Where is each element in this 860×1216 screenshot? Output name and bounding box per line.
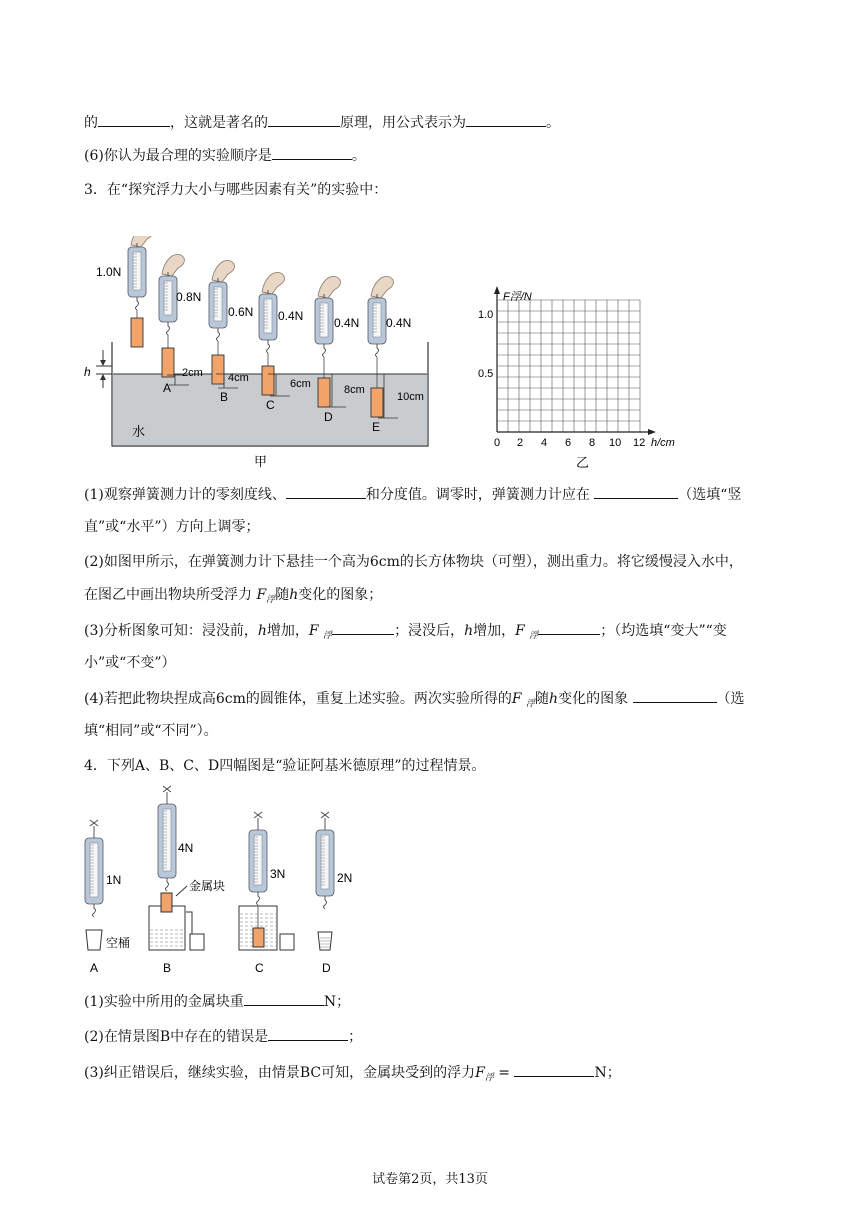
water-label: 水 xyxy=(132,424,146,439)
spring-scale xyxy=(316,826,352,909)
reading-label: 0.4N xyxy=(386,316,412,330)
figure-q4 xyxy=(78,784,378,984)
answer-blank[interactable] xyxy=(332,620,394,635)
answer-blank[interactable] xyxy=(98,112,170,127)
x-tick: 12 xyxy=(633,437,646,449)
text: 。 xyxy=(351,148,366,164)
q3-part4-line2: 填“相同”或“不同”）。 xyxy=(84,723,218,739)
text: 在图乙中画出物块所受浮力 xyxy=(84,587,252,603)
figure-jia xyxy=(80,236,440,468)
depth-label: 8cm xyxy=(344,384,365,396)
text: 随 xyxy=(275,587,290,603)
text: N； xyxy=(323,994,351,1010)
hand-icon xyxy=(262,272,284,294)
q4-part3 xyxy=(84,1062,621,1088)
position-label: A xyxy=(163,381,172,395)
scene-label: A xyxy=(90,961,99,975)
hook-icon xyxy=(323,344,326,357)
object-block xyxy=(212,355,224,384)
text: (3)分析图象可知：浸没前， xyxy=(84,623,258,639)
depth-label: 4cm xyxy=(228,372,249,384)
bucket-icon xyxy=(280,934,294,950)
text: （选 xyxy=(716,691,745,707)
text: 增加， xyxy=(266,623,309,639)
reading-label: 1N xyxy=(106,873,122,887)
text: (1)观察弹簧测力计的零刻度线、 xyxy=(84,487,286,503)
var: F xyxy=(475,1065,485,1081)
hand-icon xyxy=(321,812,329,826)
overflow-beaker xyxy=(149,906,185,950)
reading-label: 1.0N xyxy=(96,265,122,279)
spring-scale xyxy=(85,834,121,917)
scene-label: C xyxy=(255,961,264,975)
object-block xyxy=(371,388,383,417)
h-label: h xyxy=(84,365,91,379)
bucket-icon xyxy=(190,934,204,950)
q4-part2 xyxy=(84,1026,362,1047)
depth-label: 10cm xyxy=(397,391,424,403)
text: (6)你认为最合理的实验顺序是 xyxy=(84,148,272,164)
var: F xyxy=(511,691,522,707)
var: F xyxy=(308,623,319,639)
spring-scale xyxy=(259,272,303,353)
subscript: 浮 xyxy=(484,1073,494,1083)
reading-label: 0.4N xyxy=(334,316,360,330)
hand-icon xyxy=(90,820,98,834)
var: h xyxy=(549,691,559,707)
text: （选填“竖 xyxy=(678,487,742,503)
hook-icon xyxy=(217,328,220,341)
text: = xyxy=(493,1065,515,1081)
text: ；（均选填“变大”“变 xyxy=(600,623,727,639)
depth-label: 6cm xyxy=(290,378,311,390)
hook-icon xyxy=(93,904,96,917)
text: 原理，用公式表示为 xyxy=(340,115,466,131)
q3-part3-line1 xyxy=(84,620,727,646)
caption-yi: 乙 xyxy=(576,455,590,470)
var: h xyxy=(289,587,299,603)
hook-icon xyxy=(136,297,139,310)
depth-label: 2cm xyxy=(182,367,203,379)
hand-icon xyxy=(318,276,340,298)
answer-blank[interactable] xyxy=(633,688,717,703)
hook-icon xyxy=(267,340,270,353)
answer-blank[interactable] xyxy=(466,112,546,127)
metal-block xyxy=(161,893,172,912)
var: F xyxy=(515,623,525,639)
x-tick: 4 xyxy=(541,437,548,449)
answer-blank[interactable] xyxy=(514,1062,594,1077)
reading-label: 3N xyxy=(270,867,286,881)
hand-icon xyxy=(254,812,262,826)
bucket-label: 空桶 xyxy=(106,936,131,950)
scene-label: B xyxy=(163,961,172,975)
x-tick: 6 xyxy=(565,437,572,449)
text: (3)纠正错误后，继续实验，由情景BC可知，金属块受到的浮力 xyxy=(84,1065,476,1081)
object-block xyxy=(162,348,174,377)
figure-yi xyxy=(470,280,685,475)
text-line-principle xyxy=(84,112,560,133)
reading-label: 0.6N xyxy=(228,305,254,319)
answer-blank[interactable] xyxy=(272,145,352,160)
spring-scale xyxy=(315,276,359,357)
hook-icon xyxy=(324,896,327,909)
spring-scale xyxy=(159,254,201,335)
q4-part1 xyxy=(84,991,350,1012)
var: h xyxy=(257,623,267,639)
text: 变化的图象； xyxy=(298,587,383,603)
y-tick: 0.5 xyxy=(478,368,494,380)
hand-icon xyxy=(371,276,393,298)
answer-blank[interactable] xyxy=(594,484,678,499)
bucket-icon xyxy=(86,930,102,950)
answer-blank[interactable] xyxy=(286,484,366,499)
spring-scale xyxy=(368,276,411,357)
text: N； xyxy=(594,1065,621,1081)
y-tick: 1.0 xyxy=(478,309,494,321)
origin-tick: 0 xyxy=(494,437,501,449)
subscript: 浮 xyxy=(529,631,539,641)
spring-scale xyxy=(96,236,153,310)
text: (2)在情景图B中存在的错误是 xyxy=(84,1029,269,1045)
subscript: 浮 xyxy=(323,631,333,641)
text-line-order xyxy=(84,145,366,166)
reading-label: 4N xyxy=(178,841,194,855)
hand-icon xyxy=(212,260,234,282)
text: ；浸没后， xyxy=(394,623,465,639)
text: ； xyxy=(348,1029,363,1045)
hook-icon xyxy=(167,322,170,335)
reading-label: 0.8N xyxy=(176,290,202,304)
position-label: E xyxy=(372,420,381,434)
question-4-title: 4．下列A、B、C、D四幅图是“验证阿基米德原理”的过程情景。 xyxy=(84,758,486,774)
object-block xyxy=(318,378,330,407)
x-tick: 8 xyxy=(589,437,596,449)
hand-icon xyxy=(131,236,153,247)
text: (4)若把此物块捏成高6cm的圆锥体，重复上述实验。两次实验所得的 xyxy=(84,691,512,707)
text: 。 xyxy=(546,115,560,131)
hook-icon xyxy=(166,878,169,891)
hook-icon xyxy=(257,892,260,905)
q3-part4-line1 xyxy=(84,688,745,714)
answer-blank[interactable] xyxy=(244,991,324,1006)
q3-part2-line2 xyxy=(84,585,382,610)
text: ，这就是著名的 xyxy=(170,115,268,131)
position-label: C xyxy=(266,398,275,412)
q3-part3-line2: 小”或“不变”） xyxy=(84,655,176,671)
text: 的 xyxy=(84,115,98,131)
metal-label: 金属块 xyxy=(189,879,226,893)
spring-scale xyxy=(158,800,193,891)
var: h xyxy=(464,623,474,639)
x-tick: 10 xyxy=(609,437,622,449)
x-tick: 2 xyxy=(517,437,524,449)
q3-part1-line1 xyxy=(84,484,741,505)
position-label: D xyxy=(324,410,333,424)
text: (1)实验中所用的金属块重 xyxy=(84,994,244,1010)
metal-block xyxy=(253,928,264,947)
object-block xyxy=(262,366,274,395)
spring-scale xyxy=(249,826,285,905)
spring-scale xyxy=(209,260,253,341)
page-footer: 试卷第2页，共13页 xyxy=(372,1172,488,1187)
caption-jia: 甲 xyxy=(254,454,268,468)
answer-blank[interactable] xyxy=(268,1026,348,1041)
y-axis-label: F浮/N xyxy=(503,291,532,303)
object-block xyxy=(131,318,143,347)
reading-label: 0.4N xyxy=(278,309,304,323)
question-3-title: 3．在“探究浮力大小与哪些因素有关”的实验中： xyxy=(84,182,388,198)
text: 变化的图象 xyxy=(558,691,633,707)
x-axis-label: h/cm xyxy=(651,437,675,449)
answer-blank[interactable] xyxy=(538,620,600,635)
scene-label: D xyxy=(322,961,331,975)
subscript: 浮 xyxy=(266,595,276,605)
answer-blank[interactable] xyxy=(268,112,340,127)
subscript: 浮 xyxy=(526,699,536,709)
reading-label: 2N xyxy=(337,871,353,885)
q3-part2-line1: (2)如图甲所示，在弹簧测力计下悬挂一个高为6cm的长方体物块（可塑），测出重力。将它缓慢浸入水中， xyxy=(84,554,743,570)
text: 随 xyxy=(535,691,550,707)
hand-icon xyxy=(162,254,184,276)
text: 和分度值。调零时，弹簧测力计应在 xyxy=(365,487,595,503)
q3-part1-line2: 直”或“水平”）方向上调零； xyxy=(84,519,260,535)
position-label: B xyxy=(220,390,229,404)
hook-icon xyxy=(376,344,379,357)
hand-icon xyxy=(163,786,171,800)
var: F xyxy=(256,587,267,603)
text: 增加， xyxy=(473,623,516,639)
